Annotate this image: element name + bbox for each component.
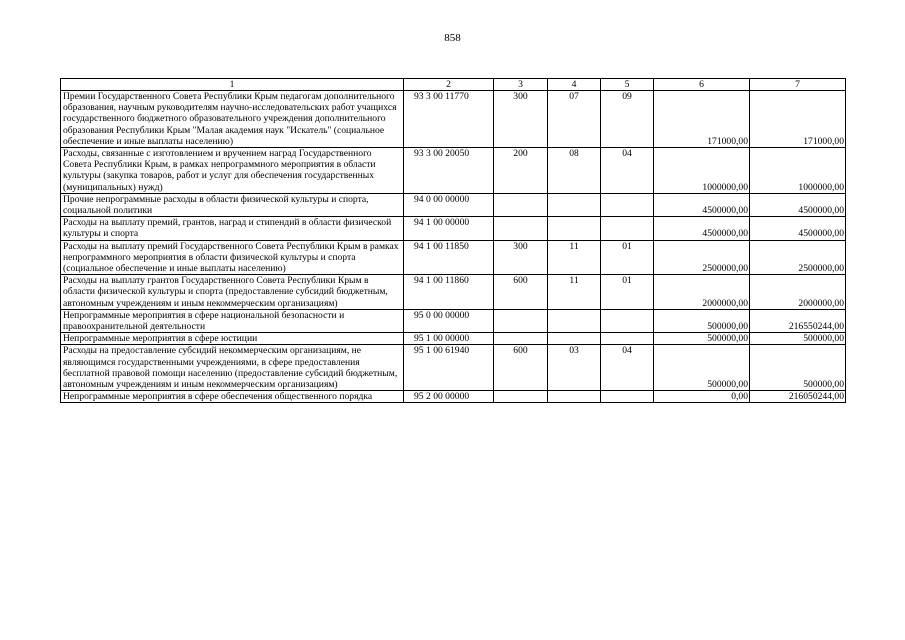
row-pr-cell: 04 bbox=[601, 345, 654, 391]
table-row bbox=[61, 91, 846, 148]
row-pr-cell bbox=[601, 309, 654, 332]
table-header-row bbox=[61, 79, 846, 91]
row-code-cell: 94 0 00 00000 bbox=[404, 193, 494, 216]
table-row bbox=[61, 148, 846, 194]
row-rz-cell bbox=[548, 391, 601, 403]
row-amount-2020-cell: 1000000,00 bbox=[750, 148, 846, 194]
row-vr-cell bbox=[494, 333, 548, 345]
row-name-cell: Расходы, связанные с изготовлением и вручением наград Государственного Совета Республики Крым, в рамках непрограммного мероприятия в области культуры (закупка товаров, работ и услуг для обеспечения государственных (муниципальных) нужд) bbox=[61, 148, 404, 194]
row-vr-cell bbox=[494, 391, 548, 403]
table-row bbox=[61, 275, 846, 310]
row-amount-2019-cell: 500000,00 bbox=[654, 333, 750, 345]
row-code-cell: 94 1 00 11850 bbox=[404, 240, 494, 275]
row-vr-cell bbox=[494, 217, 548, 240]
row-code-cell: 94 1 00 11860 bbox=[404, 275, 494, 310]
row-rz-cell: 11 bbox=[548, 275, 601, 310]
row-amount-2020-cell: 216550244,00 bbox=[750, 309, 846, 332]
row-vr-cell: 300 bbox=[494, 240, 548, 275]
header-cell: 5 bbox=[601, 79, 654, 91]
row-pr-cell bbox=[601, 217, 654, 240]
row-rz-cell: 11 bbox=[548, 240, 601, 275]
row-pr-cell bbox=[601, 333, 654, 345]
row-amount-2019-cell: 500000,00 bbox=[654, 345, 750, 391]
row-amount-2019-cell: 2500000,00 bbox=[654, 240, 750, 275]
table-row bbox=[61, 309, 846, 332]
row-pr-cell: 01 bbox=[601, 240, 654, 275]
row-name-cell: Расходы на выплату грантов Государственного Совета Республики Крым в области физической культуры и спорта (предоставление субсидий бюджетным, автономным учреждениям и иным некоммерческим организациям) bbox=[61, 275, 404, 310]
row-rz-cell bbox=[548, 193, 601, 216]
row-rz-cell: 07 bbox=[548, 91, 601, 148]
row-name-cell: Непрограммные мероприятия в сфере национальной безопасности и правоохранительной деятельности bbox=[61, 309, 404, 332]
row-amount-2020-cell: 4500000,00 bbox=[750, 217, 846, 240]
header-cell: 1 bbox=[61, 79, 404, 91]
header-cell: 6 bbox=[654, 79, 750, 91]
row-name-cell: Прочие непрограммные расходы в области физической культуры и спорта, социальной политики bbox=[61, 193, 404, 216]
row-vr-cell bbox=[494, 309, 548, 332]
row-rz-cell bbox=[548, 309, 601, 332]
row-vr-cell: 200 bbox=[494, 148, 548, 194]
header-cell: 3 bbox=[494, 79, 548, 91]
row-code-cell: 93 3 00 20050 bbox=[404, 148, 494, 194]
header-cell: 7 bbox=[750, 79, 846, 91]
row-code-cell: 95 1 00 00000 bbox=[404, 333, 494, 345]
row-amount-2020-cell: 500000,00 bbox=[750, 333, 846, 345]
row-amount-2019-cell: 4500000,00 bbox=[654, 217, 750, 240]
row-amount-2019-cell: 2000000,00 bbox=[654, 275, 750, 310]
budget-table bbox=[60, 78, 846, 403]
row-pr-cell: 04 bbox=[601, 148, 654, 194]
row-name-cell: Расходы на выплату премий, грантов, наград и стипендий в области физической культуры и спорта bbox=[61, 217, 404, 240]
row-amount-2020-cell: 2500000,00 bbox=[750, 240, 846, 275]
row-vr-cell: 600 bbox=[494, 345, 548, 391]
row-vr-cell bbox=[494, 193, 548, 216]
row-amount-2019-cell: 500000,00 bbox=[654, 309, 750, 332]
row-pr-cell: 09 bbox=[601, 91, 654, 148]
row-name-cell: Расходы на предоставление субсидий некоммерческим организациям, не являющимся государственными учреждениями, в сфере предоставления бесплатной правовой помощи населению (предоставление субсидий бюджетным, автономным учреждениям и иным некоммерческим организациям) bbox=[61, 345, 404, 391]
row-pr-cell bbox=[601, 391, 654, 403]
row-rz-cell bbox=[548, 333, 601, 345]
row-amount-2020-cell: 2000000,00 bbox=[750, 275, 846, 310]
table-row bbox=[61, 333, 846, 345]
header-cell: 2 bbox=[404, 79, 494, 91]
row-code-cell: 95 1 00 61940 bbox=[404, 345, 494, 391]
header-cell: 4 bbox=[548, 79, 601, 91]
row-vr-cell: 600 bbox=[494, 275, 548, 310]
row-name-cell: Непрограммные мероприятия в сфере обеспечения общественного порядка bbox=[61, 391, 404, 403]
table-row bbox=[61, 345, 846, 391]
row-code-cell: 93 3 00 11770 bbox=[404, 91, 494, 148]
row-rz-cell: 03 bbox=[548, 345, 601, 391]
row-amount-2020-cell: 216050244,00 bbox=[750, 391, 846, 403]
row-code-cell: 94 1 00 00000 bbox=[404, 217, 494, 240]
row-amount-2019-cell: 171000,00 bbox=[654, 91, 750, 148]
row-code-cell: 95 2 00 00000 bbox=[404, 391, 494, 403]
row-amount-2019-cell: 4500000,00 bbox=[654, 193, 750, 216]
table-row bbox=[61, 193, 846, 216]
row-rz-cell: 08 bbox=[548, 148, 601, 194]
row-pr-cell: 01 bbox=[601, 275, 654, 310]
row-amount-2020-cell: 500000,00 bbox=[750, 345, 846, 391]
row-pr-cell bbox=[601, 193, 654, 216]
row-amount-2020-cell: 171000,00 bbox=[750, 91, 846, 148]
row-code-cell: 95 0 00 00000 bbox=[404, 309, 494, 332]
row-vr-cell: 300 bbox=[494, 91, 548, 148]
table-row bbox=[61, 391, 846, 403]
row-name-cell: Премии Государственного Совета Республики Крым педагогам дополнительного образования, научным руководителям научно-исследовательских работ учащихся государственного бюджетного образовательного учреждения дополнительного образования Республики Крым "Малая академия наук "Искатель" (социальное обеспечение и иные выплаты населению) bbox=[61, 91, 404, 148]
row-amount-2019-cell: 0,00 bbox=[654, 391, 750, 403]
row-rz-cell bbox=[548, 217, 601, 240]
row-name-cell: Расходы на выплату премий Государственного Совета Республики Крым в рамках непрограммного мероприятия в области физической культуры и спорта (социальное обеспечение и иные выплаты населению) bbox=[61, 240, 404, 275]
table-row bbox=[61, 240, 846, 275]
page-number: 858 bbox=[444, 32, 461, 44]
table-row bbox=[61, 217, 846, 240]
row-amount-2020-cell: 4500000,00 bbox=[750, 193, 846, 216]
row-name-cell: Непрограммные мероприятия в сфере юстиции bbox=[61, 333, 404, 345]
row-amount-2019-cell: 1000000,00 bbox=[654, 148, 750, 194]
